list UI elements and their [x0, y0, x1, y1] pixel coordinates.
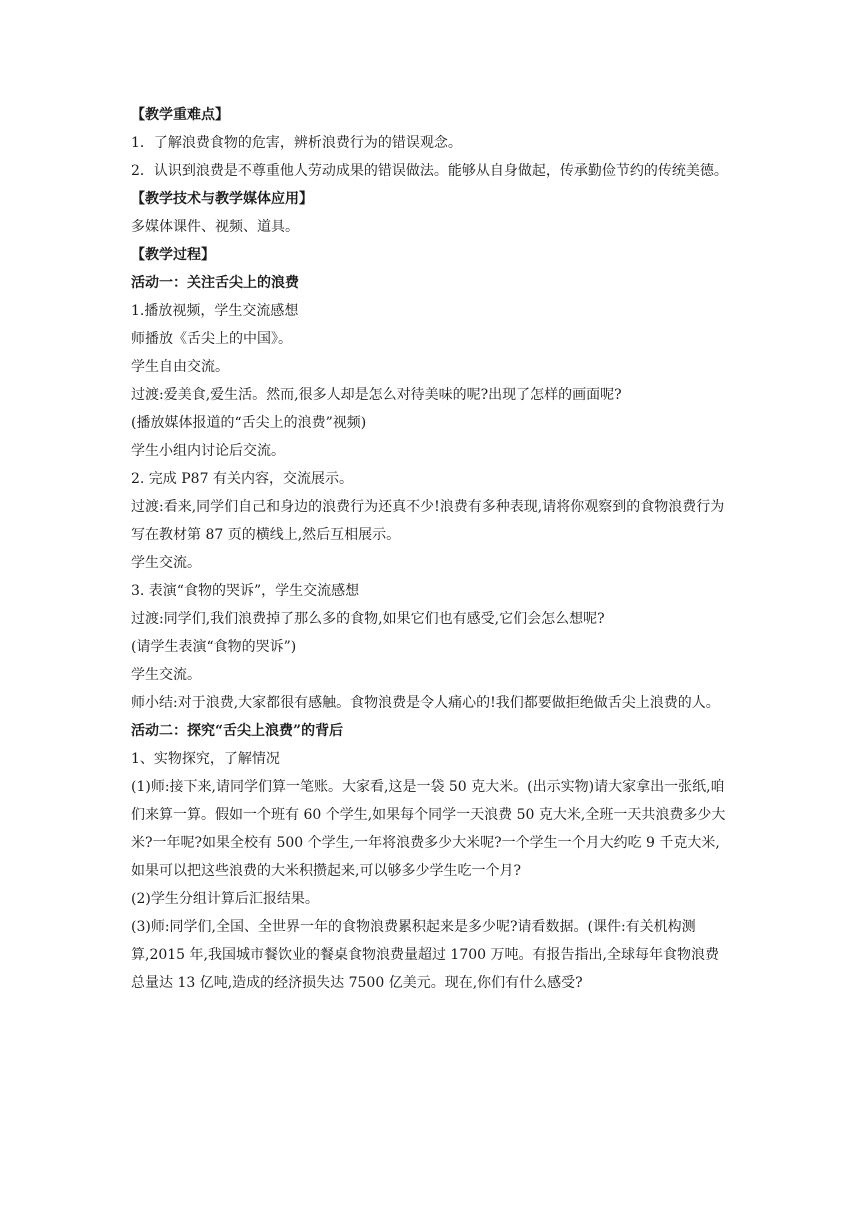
- activity-1-line: (播放媒体报道的“舌尖上的浪费”视频): [131, 415, 367, 431]
- activity-1-step-2: 2. 完成 P87 有关内容，交流展示。: [131, 471, 353, 487]
- activity-2-paragraph-1: (1)师:接下来,请同学们算一笔账。大家看,这是一袋 50 克大米。(出示实物)请大家拿出一张纸,咱们来算一算。假如一个班有 60 个学生,如果每个同学一天浪费 50 克大米,全班一天共浪费多少大米?一年呢?如果全校有 500 个学生,一年将浪费多少大米呢?一个学生一个月大约吃 9 千克大米,如果可以把这些浪费的大米积攒起来,可以够多少学生吃一个月?: [131, 779, 726, 879]
- activity-1-line: 学生交流。: [131, 667, 201, 683]
- activity-2-heading: 活动二：探究“舌尖上浪费”的背后: [131, 723, 344, 739]
- media-text: 多媒体课件、视频、道具。: [131, 219, 299, 235]
- activity-1-line: 过渡:看来,同学们自己和身边的浪费行为还真不少!浪费有多种表现,请将你观察到的食物浪费行为写在教材第 87 页的横线上,然后互相展示。: [131, 499, 725, 543]
- activity-1-line: (请学生表演“食物的哭诉”): [131, 639, 297, 655]
- activity-1-line: 学生交流。: [131, 555, 201, 571]
- key-point-1: 1．了解浪费食物的危害，辨析浪费行为的错误观念。: [131, 135, 462, 151]
- activity-1-line: 师播放《舌尖上的中国》。: [131, 331, 292, 347]
- activity-2-paragraph-2: (2)学生分组计算后汇报结果。: [131, 891, 319, 907]
- activity-1-step-3: 3. 表演“食物的哭诉”，学生交流感想: [131, 583, 360, 599]
- activity-1-line: 学生小组内讨论后交流。: [131, 443, 285, 459]
- document-body: [131, 101, 731, 997]
- key-point-2: 2．认识到浪费是不尊重他人劳动成果的错误做法。能够从自身做起，传承勤俭节约的传统美德。: [131, 163, 728, 179]
- activity-1-line: 过渡:爱美食,爱生活。然而,很多人却是怎么对待美味的呢?出现了怎样的画面呢?: [131, 387, 622, 403]
- activity-1-summary: 师小结:对于浪费,大家都很有感触。食物浪费是令人痛心的!我们都要做拒绝做舌尖上浪费的人。: [131, 695, 720, 711]
- activity-1-line: 学生自由交流。: [131, 359, 229, 375]
- activity-1-heading: 活动一：关注舌尖上的浪费: [131, 275, 299, 291]
- activity-1-step-1: 1.播放视频，学生交流感想: [131, 303, 299, 319]
- activity-2-paragraph-3: (3)师:同学们,全国、全世界一年的食物浪费累积起来是多少呢?请看数据。(课件:有关机构测算,2015 年,我国城市餐饮业的餐桌食物浪费量超过 1700 万吨。有报告指出,全球每年食物浪费总量达 13 亿吨,造成的经济损失达 7500 亿美元。现在,你们有什么感受?: [131, 919, 719, 991]
- activity-1-line: 过渡:同学们,我们浪费掉了那么多的食物,如果它们也有感受,它们会怎么想呢?: [131, 611, 605, 627]
- key-points-heading: 【教学重难点】: [131, 107, 229, 123]
- media-heading: 【教学技术与教学媒体应用】: [131, 191, 313, 207]
- activity-2-step-1: 1、实物探究，了解情况: [131, 751, 280, 767]
- process-heading: 【教学过程】: [131, 247, 215, 263]
